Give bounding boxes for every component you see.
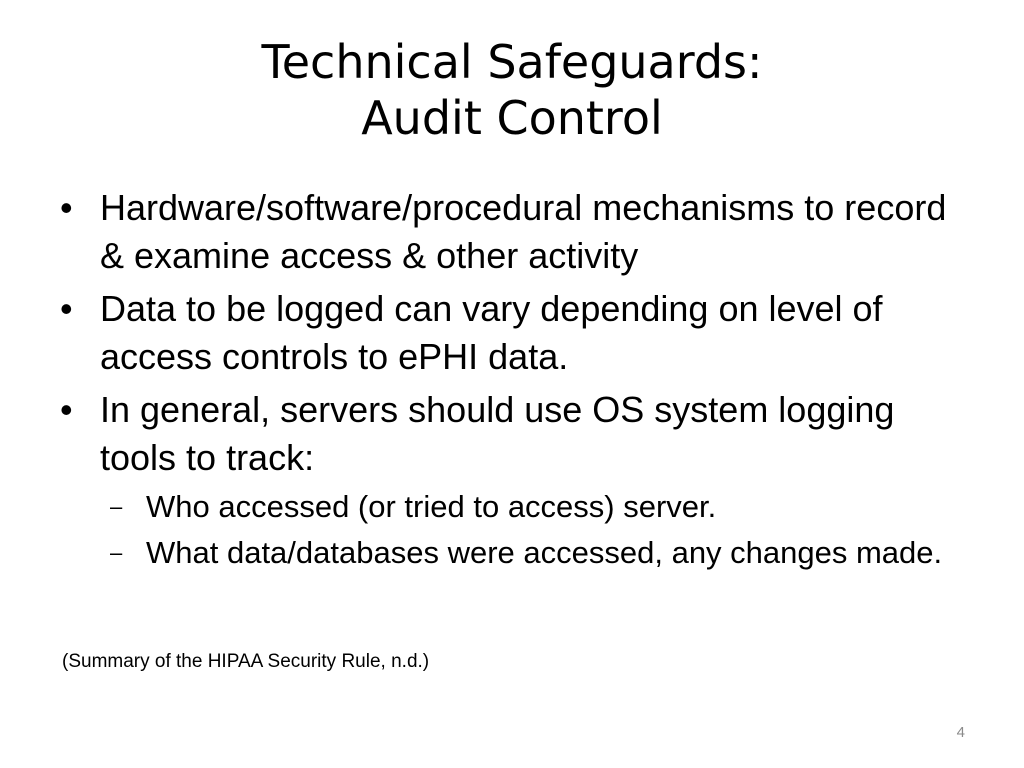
bullet-item — [60, 184, 960, 280]
page-number: 4 — [956, 724, 965, 741]
slide-title-line-2: Audit Control — [361, 91, 663, 145]
sub-bullet-marker: – — [110, 494, 123, 519]
bullet-marker: • — [60, 389, 73, 430]
slide-title-line-1: Technical Safeguards: — [261, 35, 763, 89]
sub-bullet-text: Who accessed (or tried to access) server. — [146, 489, 717, 524]
slide-body — [60, 184, 960, 579]
slide-title — [0, 34, 1024, 146]
bullet-item — [60, 285, 960, 381]
sub-bullet-marker: – — [110, 540, 123, 565]
sub-bullet-text: What data/databases were accessed, any changes made. — [146, 535, 943, 570]
citation: (Summary of the HIPAA Security Rule, n.d.) — [62, 651, 430, 672]
bullet-text: Data to be logged can vary depending on level of access controls to ePHI data. — [100, 288, 883, 377]
bullet-text: In general, servers should use OS system logging tools to track: — [100, 389, 895, 478]
bullet-marker: • — [60, 187, 73, 228]
bullet-marker: • — [60, 288, 73, 329]
sub-bullet-item — [60, 533, 960, 573]
sub-bullet-item — [60, 487, 960, 527]
bullet-text: Hardware/software/procedural mechanisms to record & examine access & other activity — [100, 187, 947, 276]
bullet-item — [60, 386, 960, 482]
